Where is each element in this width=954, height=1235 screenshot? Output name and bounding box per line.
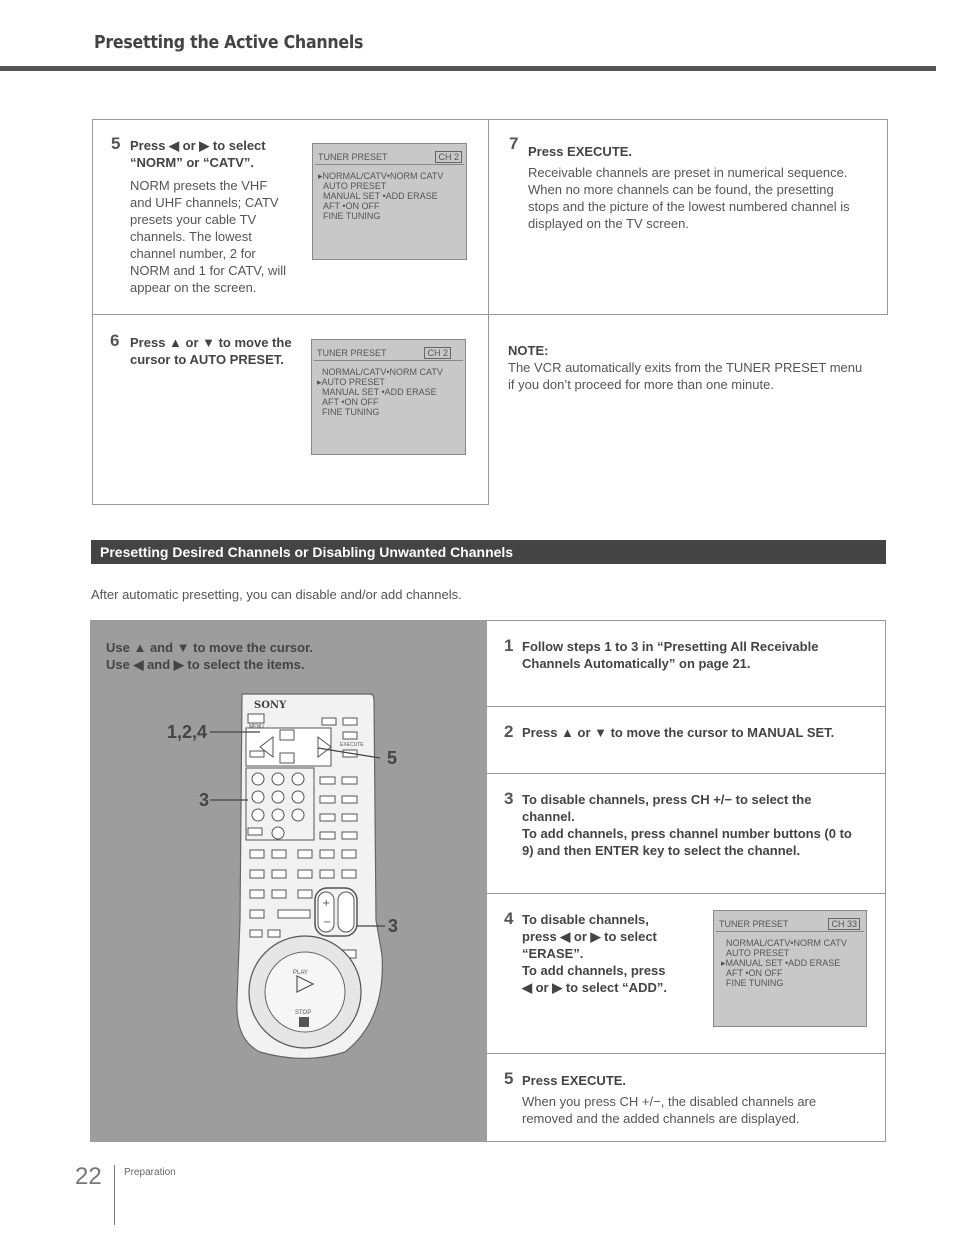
- screen-line: ▸MANUAL SET •ADD ERASE: [721, 958, 841, 968]
- step-title: Press EXECUTE.: [528, 144, 633, 159]
- panel-instruction: Use ◀ and ▶ to select the items.: [106, 657, 305, 672]
- body-line: NORM and 1 for CATV, will: [130, 263, 287, 278]
- channel-indicator: CH 33: [828, 918, 860, 930]
- body-line: and UHF channels; CATV: [130, 195, 279, 210]
- step-title: Press ◀ or ▶ to select: [130, 138, 266, 153]
- screen-line: AFT •ON OFF: [323, 201, 380, 211]
- step-line: To disable channels, press CH +/− to select the: [522, 792, 812, 807]
- screen-line: ▸AUTO PRESET: [317, 377, 385, 387]
- step-line: Channels Automatically” on page 21.: [522, 656, 751, 671]
- note-line: if you don’t proceed for more than one minute.: [508, 377, 774, 392]
- body-line: NORM presets the VHF: [130, 178, 268, 193]
- body-line: appear on the screen.: [130, 280, 257, 295]
- screen-line: NORMAL/CATV•NORM CATV: [322, 367, 443, 377]
- note-line: The VCR automatically exits from the TUNER PRESET menu: [508, 360, 863, 375]
- body-line: channel number, 2 for: [130, 246, 256, 261]
- step-row: [487, 894, 885, 1054]
- step-line: Press ▲ or ▼ to move the cursor to MANUAL SET.: [522, 725, 835, 740]
- callout-label: 3: [199, 790, 210, 810]
- screen-line: MANUAL SET •ADD ERASE: [323, 191, 438, 201]
- remote-panel: [90, 620, 487, 1142]
- top-step5-box: [92, 119, 489, 315]
- body-line: Receivable channels are preset in numerical sequence.: [528, 165, 848, 180]
- footer-section: Preparation: [124, 1167, 176, 1178]
- section-intro: After automatic presetting, you can disable and/or add channels.: [91, 587, 462, 602]
- execute-label: EXECUTE: [340, 742, 364, 748]
- screen-title: TUNER PRESET: [719, 919, 789, 929]
- step-number: 3: [504, 789, 514, 808]
- screen-line: AUTO PRESET: [323, 181, 387, 191]
- header-rule: [0, 66, 936, 71]
- body-line: presets your cable TV: [130, 212, 257, 227]
- step-line: “ERASE”.: [522, 946, 584, 961]
- screen-line: AUTO PRESET: [726, 948, 790, 958]
- stop-label: STOP: [295, 1010, 312, 1016]
- tuner-preset-screen: [713, 910, 867, 1027]
- step-number: 6: [110, 331, 120, 350]
- step-line: channel.: [522, 809, 575, 824]
- step-row: [487, 620, 885, 707]
- step-number: 5: [504, 1069, 514, 1088]
- step-title: cursor to AUTO PRESET.: [130, 352, 284, 367]
- note-block: [508, 342, 888, 393]
- remote-brand-logo: SONY: [254, 700, 287, 711]
- top-step6-box: [92, 314, 489, 505]
- step-line: To add channels, press channel number buttons (0 to: [522, 826, 852, 841]
- note-label: NOTE:: [508, 343, 549, 358]
- screen-line: FINE TUNING: [323, 211, 381, 221]
- svg-text:+: +: [322, 898, 331, 909]
- step-number: 2: [504, 722, 514, 741]
- remote-illustration: [90, 620, 487, 1142]
- play-label: PLAY: [293, 970, 308, 976]
- tuner-preset-screen: [311, 339, 466, 455]
- step-body: [130, 177, 310, 296]
- body-line: When no more channels can be found, the presetting: [528, 182, 834, 197]
- step-line: To add channels, press: [522, 963, 666, 978]
- screen-line: AFT •ON OFF: [726, 968, 783, 978]
- body-line: stops and the picture of the lowest numbered channel is: [528, 199, 850, 214]
- section-heading: Presetting Desired Channels or Disabling Unwanted Channels: [91, 540, 886, 564]
- step-text: [522, 791, 882, 859]
- page-title: Presetting the Active Channels: [94, 32, 364, 53]
- step-title: Press ▲ or ▼ to move the: [130, 335, 292, 350]
- body-line: channels. The lowest: [130, 229, 252, 244]
- screen-line: FINE TUNING: [726, 978, 784, 988]
- callout-label: 1,2,4: [167, 722, 208, 742]
- step-line: press ◀ or ▶ to select: [522, 929, 657, 944]
- step-body: [528, 164, 883, 232]
- step-number: 1: [504, 636, 514, 655]
- screen-line: MANUAL SET •ADD ERASE: [322, 387, 437, 397]
- screen-title: TUNER PRESET: [317, 348, 387, 358]
- step-line: removed and the added channels are displayed.: [522, 1111, 800, 1126]
- step-number: 7: [509, 134, 519, 153]
- tuner-preset-screen: [312, 143, 467, 260]
- step-line: 9) and then ENTER key to select the channel.: [522, 843, 801, 858]
- step-line: To disable channels,: [522, 912, 649, 927]
- channel-indicator: CH 2: [435, 151, 462, 163]
- step-line: When you press CH +/−, the disabled channels are: [522, 1094, 817, 1109]
- page-number: 22: [75, 1163, 102, 1190]
- channel-indicator: CH 2: [424, 347, 451, 359]
- menu-label: MENU: [249, 724, 264, 730]
- step-number: 5: [111, 134, 121, 153]
- screen-line: AFT •ON OFF: [322, 397, 379, 407]
- step-row: [487, 707, 885, 774]
- footer-divider: [114, 1165, 115, 1225]
- screen-line: NORMAL/CATV•NORM CATV: [726, 938, 847, 948]
- screen-title: TUNER PRESET: [318, 152, 388, 162]
- step-title: Press EXECUTE.: [522, 1073, 627, 1088]
- callout-label: 5: [387, 748, 398, 768]
- step-row: [487, 1054, 885, 1142]
- screen-line: FINE TUNING: [322, 407, 380, 417]
- step-number: 4: [504, 909, 514, 928]
- svg-text:−: −: [323, 917, 332, 928]
- callout-label: 3: [388, 916, 399, 936]
- step-text: [522, 911, 712, 996]
- step-body: [522, 1093, 882, 1127]
- step-text: [522, 638, 882, 672]
- top-step7-box: [488, 119, 888, 315]
- body-line: displayed on the TV screen.: [528, 216, 689, 231]
- screen-line: ▸NORMAL/CATV•NORM CATV: [318, 171, 444, 181]
- step-line: Follow steps 1 to 3 in “Presetting All Receivable: [522, 639, 819, 654]
- step-row: [487, 774, 885, 894]
- panel-instruction: Use ▲ and ▼ to move the cursor.: [106, 640, 314, 655]
- step-title: “NORM” or “CATV”.: [130, 155, 254, 170]
- step-line: ◀ or ▶ to select “ADD”.: [522, 980, 667, 995]
